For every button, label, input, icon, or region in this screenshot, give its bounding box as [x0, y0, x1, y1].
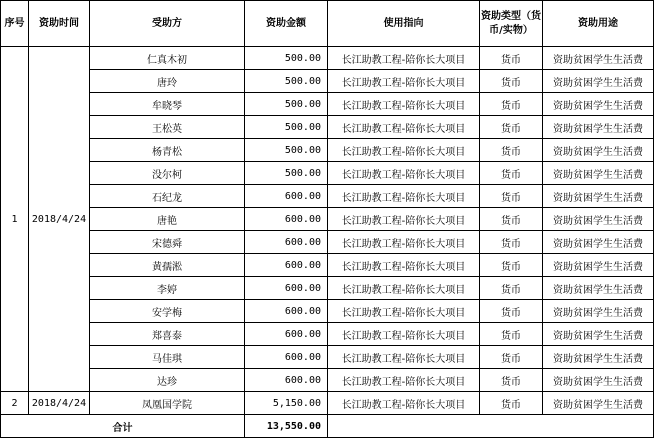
amount-cell: 600.00	[245, 369, 328, 392]
recipient-cell: 牟晓琴	[90, 93, 245, 116]
recipient-cell: 宋德舜	[90, 231, 245, 254]
type-cell: 货币	[480, 162, 543, 185]
table-row	[1, 277, 654, 300]
recipient-cell: 马佳琪	[90, 346, 245, 369]
table-row	[1, 254, 654, 277]
total-empty	[328, 415, 654, 438]
amount-cell: 500.00	[245, 70, 328, 93]
type-cell: 货币	[480, 323, 543, 346]
direction-cell: 长江助教工程-陪你长大项目	[328, 185, 480, 208]
direction-cell: 长江助教工程-陪你长大项目	[328, 70, 480, 93]
recipient-cell: 李婷	[90, 277, 245, 300]
amount-cell: 600.00	[245, 185, 328, 208]
direction-cell: 长江助教工程-陪你长大项目	[328, 277, 480, 300]
header-recipient: 受助方	[90, 1, 245, 47]
type-cell: 货币	[480, 47, 543, 70]
type-cell: 货币	[480, 231, 543, 254]
direction-cell: 长江助教工程-陪你长大项目	[328, 231, 480, 254]
table-row	[1, 369, 654, 392]
usage-cell: 资助贫困学生生活费	[543, 231, 654, 254]
table-body	[1, 47, 654, 438]
direction-cell: 长江助教工程-陪你长大项目	[328, 300, 480, 323]
table-row	[1, 208, 654, 231]
type-cell: 货币	[480, 300, 543, 323]
header-amount: 资助金额	[245, 1, 328, 47]
table-row	[1, 47, 654, 70]
usage-cell: 资助贫困学生生活费	[543, 346, 654, 369]
direction-cell: 长江助教工程-陪你长大项目	[328, 93, 480, 116]
direction-cell: 长江助教工程-陪你长大项目	[328, 369, 480, 392]
recipient-cell: 达珍	[90, 369, 245, 392]
recipient-cell: 唐艳	[90, 208, 245, 231]
usage-cell: 资助贫困学生生活费	[543, 162, 654, 185]
usage-cell: 资助贫困学生生活费	[543, 93, 654, 116]
recipient-cell: 郑喜泰	[90, 323, 245, 346]
type-cell: 货币	[480, 369, 543, 392]
usage-cell: 资助贫困学生生活费	[543, 369, 654, 392]
table-row	[1, 185, 654, 208]
header-no: 序号	[1, 1, 29, 47]
type-cell: 货币	[480, 139, 543, 162]
amount-cell: 5,150.00	[245, 392, 328, 415]
direction-cell: 长江助教工程-陪你长大项目	[328, 254, 480, 277]
table-row	[1, 231, 654, 254]
usage-cell: 资助贫困学生生活费	[543, 70, 654, 93]
usage-cell: 资助贫困学生生活费	[543, 185, 654, 208]
total-label: 合计	[1, 415, 245, 438]
table-row	[1, 70, 654, 93]
table-row	[1, 116, 654, 139]
amount-cell: 500.00	[245, 116, 328, 139]
direction-cell: 长江助教工程-陪你长大项目	[328, 323, 480, 346]
usage-cell: 资助贫困学生生活费	[543, 277, 654, 300]
type-cell: 货币	[480, 392, 543, 415]
direction-cell: 长江助教工程-陪你长大项目	[328, 116, 480, 139]
amount-cell: 500.00	[245, 93, 328, 116]
direction-cell: 长江助教工程-陪你长大项目	[328, 47, 480, 70]
usage-cell: 资助贫困学生生活费	[543, 139, 654, 162]
header-direction: 使用指向	[328, 1, 480, 47]
amount-cell: 500.00	[245, 162, 328, 185]
recipient-cell: 杨青松	[90, 139, 245, 162]
recipient-cell: 安学梅	[90, 300, 245, 323]
direction-cell: 长江助教工程-陪你长大项目	[328, 346, 480, 369]
row-number: 2	[1, 392, 29, 415]
type-cell: 货币	[480, 208, 543, 231]
header-usage: 资助用途	[543, 1, 654, 47]
usage-cell: 资助贫困学生生活费	[543, 116, 654, 139]
amount-cell: 600.00	[245, 277, 328, 300]
total-amount: 13,550.00	[245, 415, 328, 438]
recipient-cell: 仁真木初	[90, 47, 245, 70]
row-number: 1	[1, 47, 29, 392]
recipient-cell: 王松英	[90, 116, 245, 139]
recipient-cell: 唐玲	[90, 70, 245, 93]
direction-cell: 长江助教工程-陪你长大项目	[328, 392, 480, 415]
recipient-cell: 石纪龙	[90, 185, 245, 208]
row-date: 2018/4/24	[29, 392, 90, 415]
header-type: 资助类型（货币/实物）	[480, 1, 543, 47]
table-row	[1, 346, 654, 369]
type-cell: 货币	[480, 93, 543, 116]
amount-cell: 600.00	[245, 300, 328, 323]
amount-cell: 600.00	[245, 346, 328, 369]
type-cell: 货币	[480, 70, 543, 93]
usage-cell: 资助贫困学生生活费	[543, 208, 654, 231]
direction-cell: 长江助教工程-陪你长大项目	[328, 139, 480, 162]
row-date: 2018/4/24	[29, 47, 90, 392]
amount-cell: 500.00	[245, 139, 328, 162]
table-row	[1, 300, 654, 323]
header-row	[1, 1, 654, 47]
amount-cell: 600.00	[245, 254, 328, 277]
type-cell: 货币	[480, 346, 543, 369]
type-cell: 货币	[480, 116, 543, 139]
recipient-cell: 凤凰国学院	[90, 392, 245, 415]
amount-cell: 600.00	[245, 231, 328, 254]
header-date: 资助时间	[29, 1, 90, 47]
type-cell: 货币	[480, 185, 543, 208]
direction-cell: 长江助教工程-陪你长大项目	[328, 208, 480, 231]
usage-cell: 资助贫困学生生活费	[543, 254, 654, 277]
usage-cell: 资助贫困学生生活费	[543, 323, 654, 346]
direction-cell: 长江助教工程-陪你长大项目	[328, 162, 480, 185]
amount-cell: 600.00	[245, 323, 328, 346]
recipient-cell: 黄孺淞	[90, 254, 245, 277]
type-cell: 货币	[480, 254, 543, 277]
amount-cell: 600.00	[245, 208, 328, 231]
table-row	[1, 323, 654, 346]
usage-cell: 资助贫困学生生活费	[543, 300, 654, 323]
table-row	[1, 162, 654, 185]
table-row	[1, 392, 654, 415]
type-cell: 货币	[480, 277, 543, 300]
recipient-cell: 没尔柯	[90, 162, 245, 185]
table-row	[1, 139, 654, 162]
usage-cell: 资助贫困学生生活费	[543, 392, 654, 415]
table-row	[1, 93, 654, 116]
total-row	[1, 415, 654, 438]
usage-cell: 资助贫困学生生活费	[543, 47, 654, 70]
amount-cell: 500.00	[245, 47, 328, 70]
